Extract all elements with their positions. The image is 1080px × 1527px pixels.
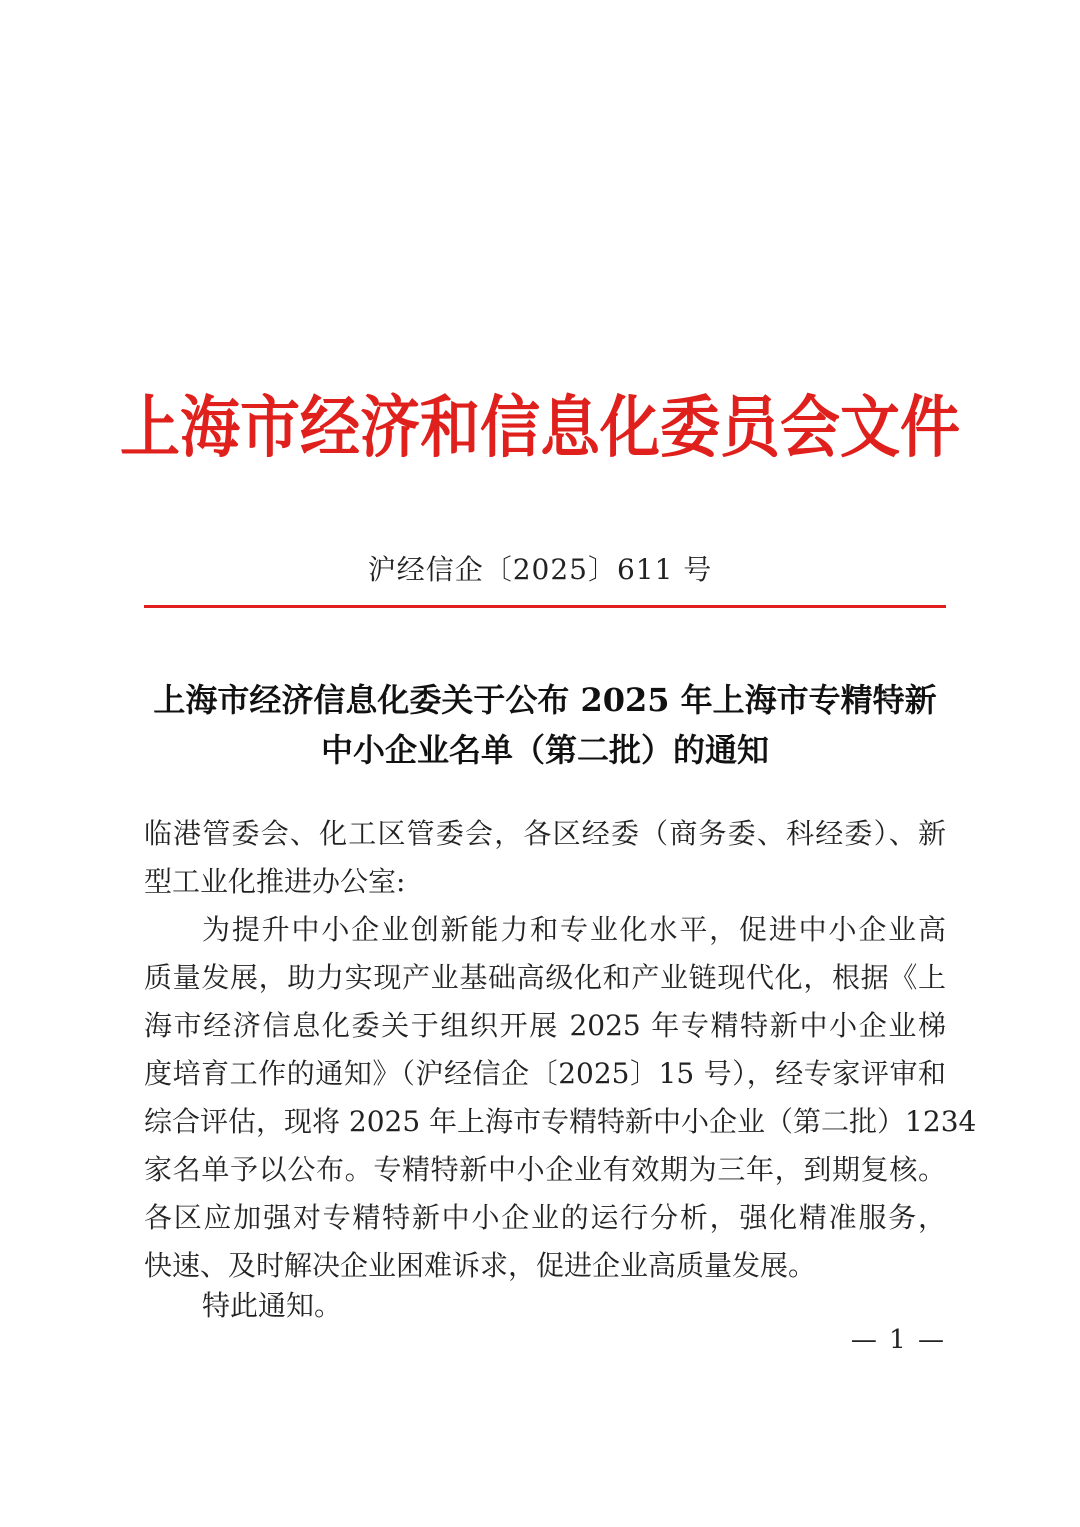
body-line: 度培育工作的通知》（沪经信企〔2025〕15 号），经专家评审和	[144, 1057, 946, 1090]
addressee-line-1: 临港管委会、化工区管委会，各区经委（商务委、科经委）、新	[144, 817, 946, 850]
document-number: 沪经信企〔2025〕611 号	[367, 553, 713, 586]
notice-title	[144, 675, 946, 775]
body-line: 快速、及时解决企业困难诉求，促进企业高质量发展。	[144, 1249, 817, 1282]
issuer-title: 上海市经济和信息化委员会文件	[120, 388, 960, 468]
notice-title-line-1: 上海市经济信息化委关于公布 2025 年上海市专精特新	[153, 681, 937, 719]
body-line: 各区应加强对专精特新中小企业的运行分析，强化精准服务，	[144, 1201, 946, 1234]
body-paragraph	[144, 906, 977, 1290]
closing-remark: 特此通知。	[202, 1289, 343, 1322]
body-line: 为提升中小企业创新能力和专业化水平，促进中小企业高	[202, 913, 946, 946]
body-line: 海市经济信息化委关于组织开展 2025 年专精特新中小企业梯	[144, 1009, 946, 1042]
red-divider-line	[144, 605, 946, 608]
notice-title-line-2: 中小企业名单（第二批）的通知	[320, 731, 769, 769]
page-number: — 1 —	[850, 1325, 946, 1355]
addressee-line-2: 型工业化推进办公室:	[144, 865, 406, 898]
body-line: 家名单予以公布。专精特新中小企业有效期为三年，到期复核。	[144, 1153, 946, 1186]
body-line: 质量发展，助力实现产业基础高级化和产业链现代化，根据《上	[144, 961, 946, 994]
addressee	[144, 810, 946, 906]
body-line: 综合评估，现将 2025 年上海市专精特新中小企业（第二批）1234	[144, 1105, 977, 1138]
